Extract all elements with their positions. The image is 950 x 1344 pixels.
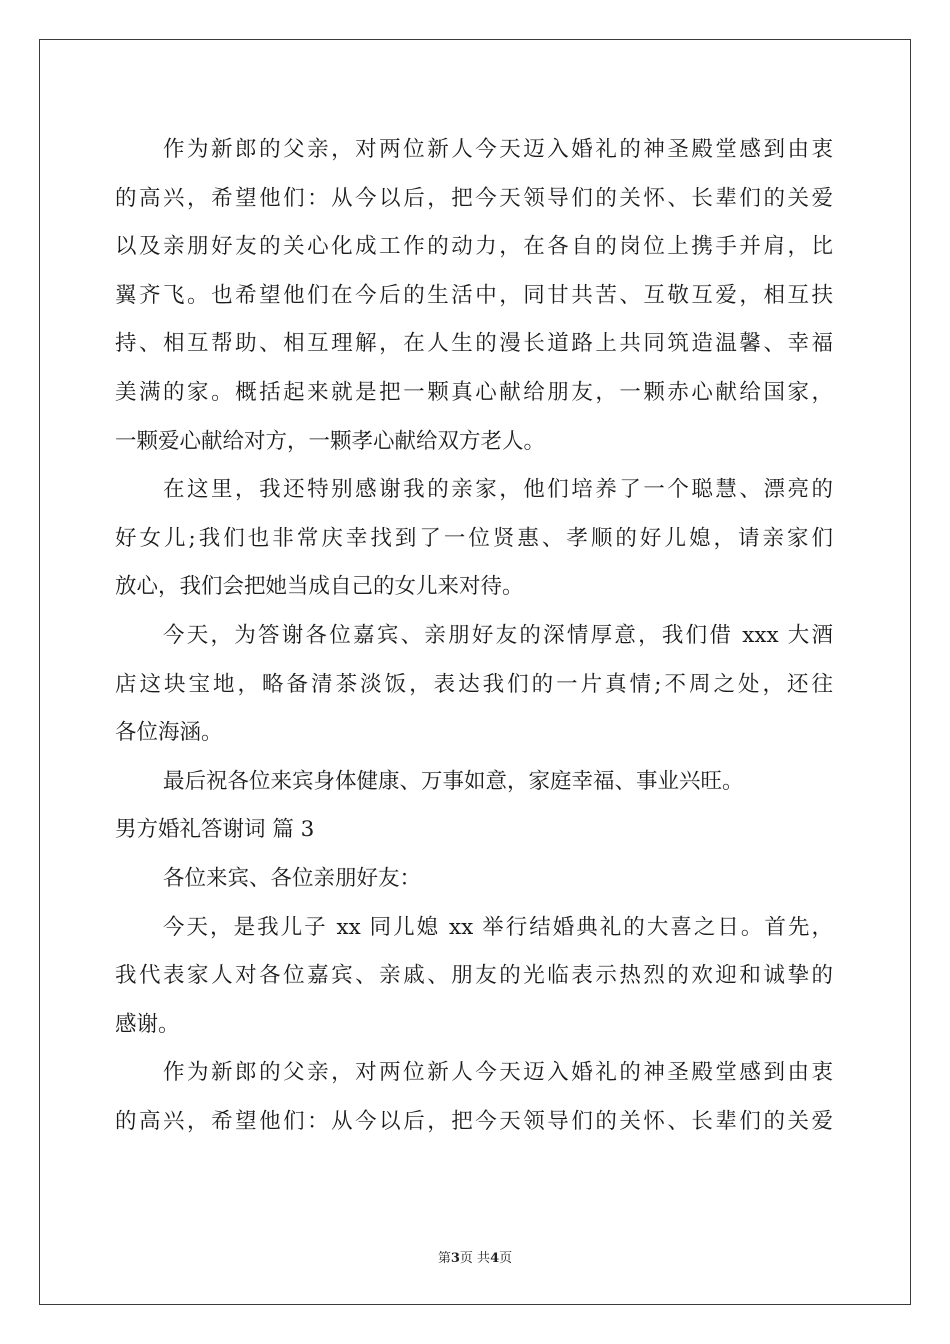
- text-line: 以及亲朋好友的关心化成工作的动力，在各自的岗位上携手并肩，比: [115, 234, 833, 260]
- section-heading: 男方婚礼答谢词 篇 3: [115, 817, 315, 843]
- text-line: 今天，为答谢各位嘉宾、亲朋好友的深情厚意，我们借 xxx 大酒: [163, 622, 833, 648]
- text-line: 今天，是我儿子 xx 同儿媳 xx 举行结婚典礼的大喜之日。首先，: [163, 914, 833, 940]
- text-line: 感谢。: [115, 1011, 180, 1037]
- page-footer: [0, 1247, 950, 1266]
- footer-suffix: 页: [499, 1251, 513, 1266]
- current-page-number: 3: [450, 1251, 460, 1266]
- text-line: 在这里，我还特别感谢我的亲家，他们培养了一个聪慧、漂亮的: [163, 477, 833, 503]
- total-page-number: 4: [490, 1251, 500, 1266]
- text-line: 各位海涵。: [115, 720, 223, 746]
- text-line: 放心，我们会把她当成自己的女儿来对待。: [115, 574, 524, 600]
- text-line: 作为新郎的父亲，对两位新人今天迈入婚礼的神圣殿堂感到由衷: [163, 1060, 833, 1086]
- text-line: 美满的家。概括起来就是把一颗真心献给朋友，一颗赤心献给国家，: [115, 379, 833, 405]
- text-line: 我代表家人对各位嘉宾、亲戚、朋友的光临表示热烈的欢迎和诚挚的: [115, 963, 833, 989]
- text-line: 作为新郎的父亲，对两位新人今天迈入婚礼的神圣殿堂感到由衷: [163, 137, 833, 162]
- document-body: [115, 126, 833, 1146]
- footer-prefix: 第: [437, 1251, 451, 1266]
- text-line: 的高兴，希望他们：从今以后，把今天领导们的关怀、长辈们的关爱: [115, 1108, 833, 1134]
- text-line: 一颗爱心献给对方，一颗孝心献给双方老人。: [115, 428, 546, 454]
- text-line: 各位来宾、各位亲朋好友：: [163, 865, 422, 891]
- footer-mid: 页 共: [459, 1251, 491, 1266]
- text-line: 最后祝各位来宾身体健康、万事如意，家庭幸福、事业兴旺。: [163, 768, 744, 794]
- text-line: 好女儿;我们也非常庆幸找到了一位贤惠、孝顺的好儿媳，请亲家们: [115, 525, 833, 551]
- text-line: 持、相互帮助、相互理解，在人生的漫长道路上共同筑造温馨、幸福: [115, 331, 833, 357]
- text-line: 店这块宝地，略备清茶淡饭，表达我们的一片真情;不周之处，还往: [115, 671, 833, 697]
- text-line: 翼齐飞。也希望他们在今后的生活中，同甘共苦、互敬互爱，相互扶: [115, 282, 833, 308]
- text-line: 的高兴，希望他们：从今以后，把今天领导们的关怀、长辈们的关爱: [115, 185, 833, 211]
